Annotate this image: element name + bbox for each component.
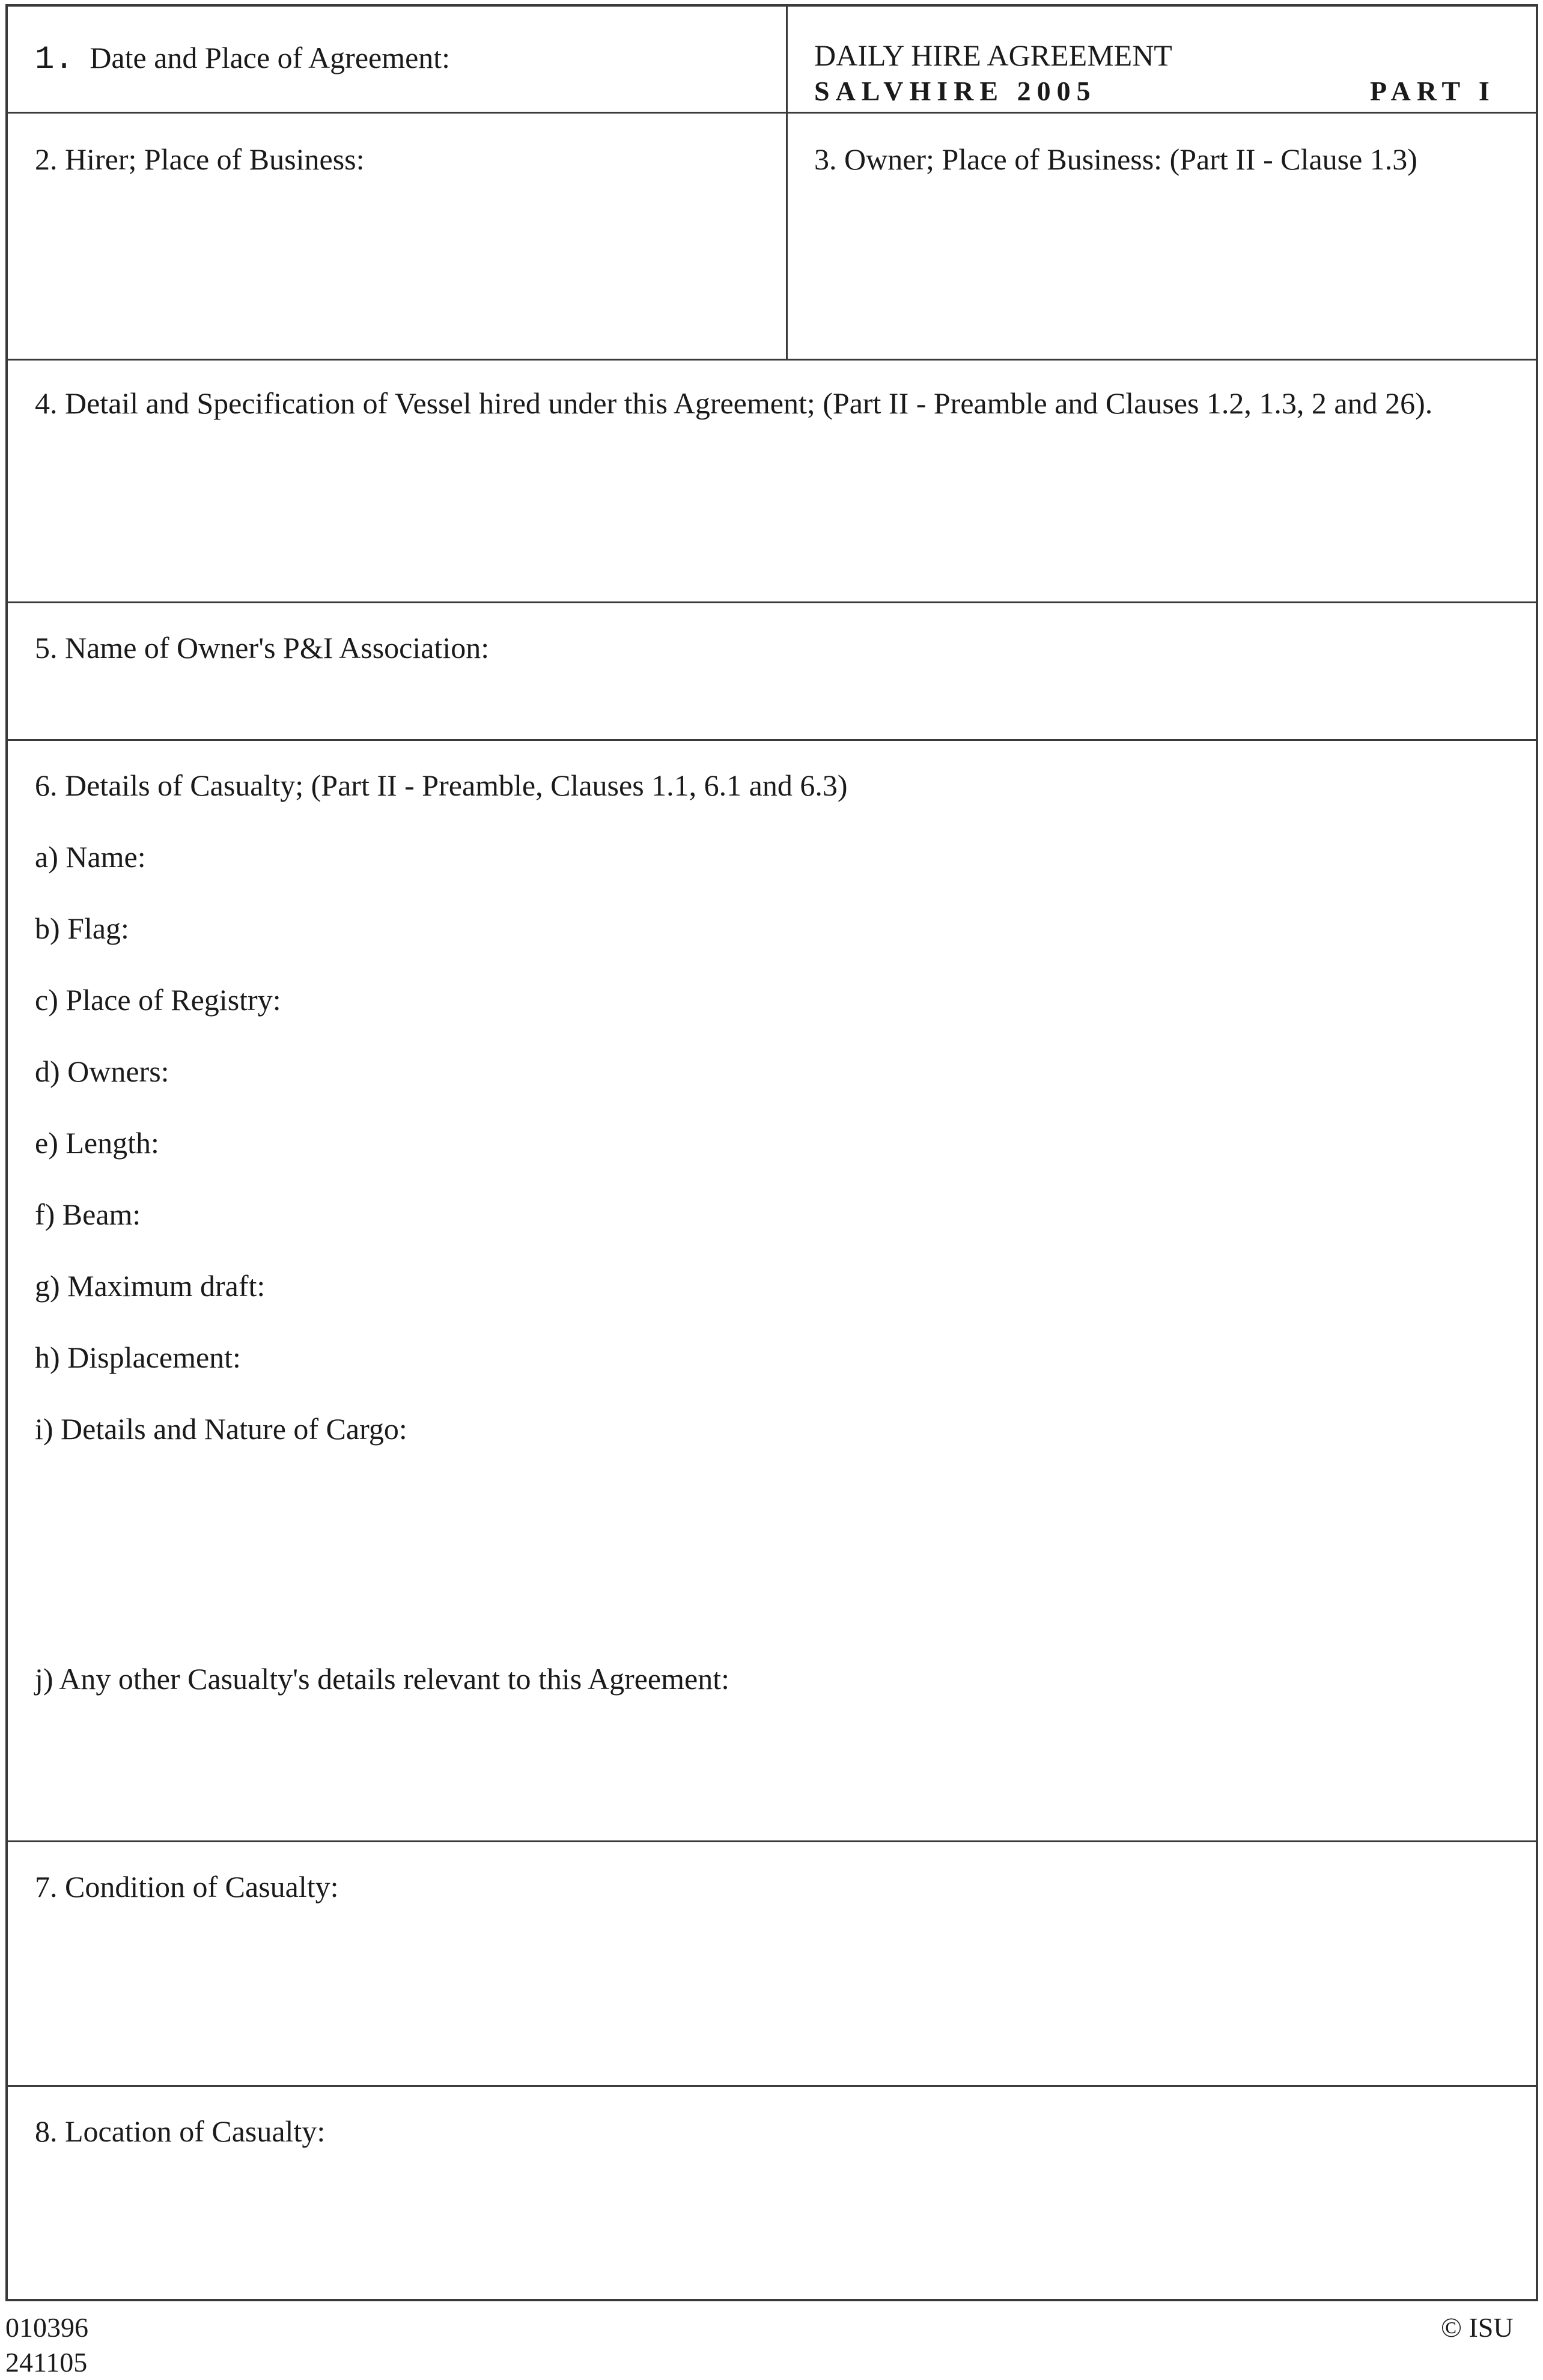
divider-box5 [8,601,1536,603]
box1-number: 1. [35,41,74,78]
box6-label: 6. Details of Casualty; (Part II - Preamble, Clauses 1.1, 6.1 and 6.3) [35,768,848,802]
divider-vertical [786,7,788,359]
casualty-draft: g) Maximum draft: [35,1269,266,1303]
form-part: PART I [1370,76,1496,106]
box5-label: 5. Name of Owner's P&I Association: [35,631,490,665]
form-title: DAILY HIRE AGREEMENT [814,38,1172,72]
casualty-beam: f) Beam: [35,1198,141,1231]
casualty-length: e) Length: [35,1126,159,1160]
box1-label: Date and Place of Agreement: [90,41,451,75]
box8-label: 8. Location of Casualty: [35,2114,326,2148]
divider-box6 [8,739,1536,741]
form-subtitle: SALVHIRE 2005 [814,76,1097,106]
casualty-displacement: h) Displacement: [35,1341,241,1374]
box7-label: 7. Condition of Casualty: [35,1870,339,1904]
box1-field[interactable] [35,41,450,77]
box3-label: 3. Owner; Place of Business: (Part II - Clause 1.3) [814,142,1417,176]
casualty-name: a) Name: [35,840,146,874]
divider-box4 [8,359,1536,361]
divider-header [8,112,1536,114]
casualty-cargo: i) Details and Nature of Cargo: [35,1412,407,1446]
casualty-other-details: j) Any other Casualty's details relevant to this Agreement: [35,1662,729,1696]
footer-code-2: 241105 [5,2347,88,2378]
divider-box7 [8,1840,1536,1842]
casualty-flag: b) Flag: [35,912,129,945]
footer-code-1: 010396 [5,2312,88,2343]
casualty-owners: d) Owners: [35,1055,169,1088]
casualty-registry: c) Place of Registry: [35,983,281,1017]
form-frame [5,4,1538,2301]
divider-box8 [8,2085,1536,2087]
box2-label: 2. Hirer; Place of Business: [35,142,365,176]
box4-label: 4. Detail and Specification of Vessel hired under this Agreement; (Part II - Preamble and Clauses 1.2, 1.3, 2 and 26). [35,386,1433,420]
footer-copyright: © ISU [1441,2312,1514,2343]
